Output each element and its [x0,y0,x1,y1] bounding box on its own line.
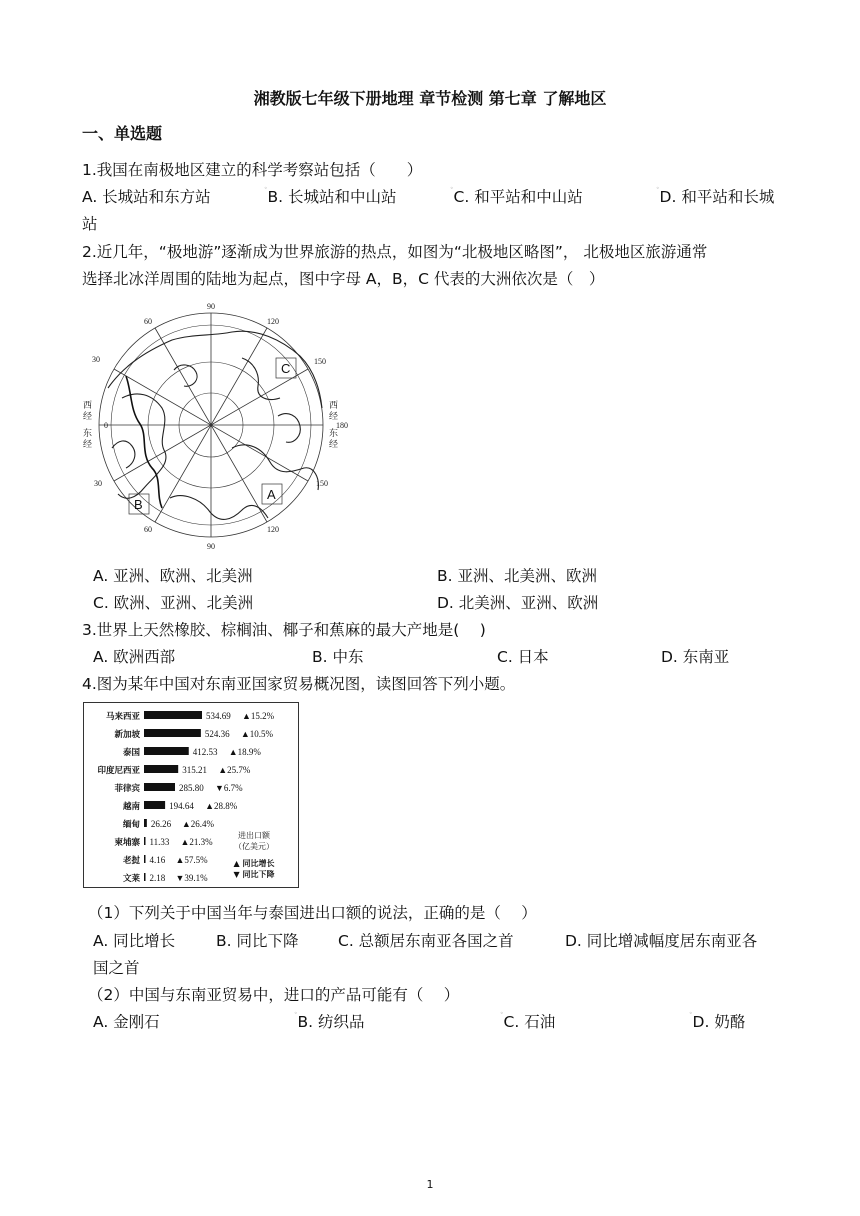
chart-category-label: 菲律宾 [114,784,140,794]
map-letter-b: B [134,497,143,512]
chart-bar [144,747,189,755]
page-number: 1 [426,1178,434,1191]
label-east-left-2: 经 [83,440,93,450]
q4-sub2-option-a: A. 金刚石 [93,1013,160,1031]
label-east-left-1: 东 [83,429,93,439]
q2-stem-line2: 选择北冰洋周围的陆地为起点，图中字母 A，B，C 代表的大洲依次是（ ） [82,270,605,288]
label-west-left-2: 经 [83,412,93,422]
label-top-right-120: 120 [267,317,279,326]
chart-change-label: ▲57.5% [175,855,208,865]
chart-bar [144,711,202,719]
option-marker-icon: ◦ [689,1010,693,1017]
label-west-left-1: 西 [83,401,93,411]
label-top-90: 90 [207,302,215,311]
label-bottom-right-120: 120 [267,525,279,534]
option-marker-icon: ◦ [450,185,454,192]
chart-change-label: ▼39.1% [175,873,208,883]
q3-option-d: D. 东南亚 [661,648,730,666]
chart-change-label: ▲26.4% [181,819,215,829]
option-marker-icon: ◦ [500,1010,504,1017]
chart-category-label: 缅甸 [122,820,140,830]
chart-bar [144,873,146,881]
trade-chart-svg [84,703,297,886]
label-west-right-1: 西 [329,401,339,411]
q4-sub1-option-d-wrap: 国之首 [93,959,140,977]
chart-value-label: 524.36 [204,729,230,739]
q2-stem-line1: 2.近几年，“极地游”逐渐成为世界旅游的热点，如图为“北极地区略图”， 北极地区旅游通常 [82,243,708,261]
q1-option-d: ◦D. 和平站和长城 [656,185,775,206]
chart-change-label: ▲28.8% [205,801,238,811]
chart-change-label: ▲15.2% [242,711,275,721]
label-left-0: 0 [104,421,108,430]
q2-option-c: C. 欧洲、亚洲、北美洲 [93,594,254,612]
q4-sub2-stem: （2）中国与东南亚贸易中，进口的产品可能有（ ） [88,986,460,1004]
q4-sub1-option-b: B. 同比下降 [216,932,299,950]
label-bottom-90: 90 [207,542,215,551]
page-title: 湘教版七年级下册地理 章节检测 第七章 了解地区 [253,89,607,108]
option-marker-icon: ◦ [294,1010,298,1017]
chart-value-label: 11.33 [149,837,170,847]
label-left-30-top: 30 [92,355,100,364]
chart-bar [144,801,165,809]
chart-category-label: 泰国 [122,748,140,758]
chart-bar [144,819,147,827]
q2-option-a: A. 亚洲、欧洲、北美洲 [93,567,253,585]
chart-value-label: 534.69 [206,711,231,721]
chart-category-label: 新加坡 [114,730,140,740]
section-heading: 一、单选题 [82,124,163,143]
q2-option-b: B. 亚洲、北美洲、欧洲 [437,567,597,585]
trade-chart [83,702,299,888]
chart-legend-text: ▲ 同比增长 [233,859,275,868]
chart-value-label: 2.18 [149,873,166,883]
chart-value-label: 285.80 [179,783,204,793]
q4-stem: 4.图为某年中国对东南亚国家贸易概况图，读图回答下列小题。 [82,675,516,693]
arctic-map [82,298,350,552]
q3-option-c: C. 日本 [497,648,549,666]
chart-category-label: 越南 [122,802,140,812]
q4-sub1-option-d: D. 同比增减幅度居东南亚各 [565,932,758,950]
label-left-30-bottom: 30 [94,479,102,488]
label-top-left-60: 60 [144,317,152,326]
q4-sub2-option-b: ◦B. 纺织品 [294,1010,365,1031]
q4-sub2-option-c: ◦C. 石油 [500,1010,556,1031]
chart-category-label: 马来西亚 [105,712,140,722]
q2-option-d: D. 北美洲、亚洲、欧洲 [437,594,599,612]
chart-value-label: 412.53 [192,747,218,757]
q4-sub1-option-c: C. 总额居东南亚各国之首 [338,932,514,950]
chart-legend-text: 进出口额 [238,831,270,840]
chart-value-label: 26.26 [150,819,172,829]
chart-category-label: 印度尼西亚 [97,766,140,776]
chart-value-label: 4.16 [149,855,166,865]
q3-stem: 3.世界上天然橡胶、棕榈油、椰子和蕉麻的最大产地是( ) [82,621,486,639]
chart-bar [144,765,178,773]
chart-legend-text: （亿美元） [234,842,274,851]
chart-bar [144,855,146,863]
label-right-150-top: 150 [314,357,326,366]
q3-option-b: B. 中东 [312,648,364,666]
q1-option-a: A. 长城站和东方站 [82,188,211,206]
chart-legend-text: ▼ 同比下降 [233,870,275,879]
q1-option-b: ◦B. 长城站和中山站 [264,185,397,206]
chart-value-label: 315.21 [182,765,207,775]
arctic-map-svg [82,298,350,552]
q1-option-c: ◦C. 和平站和中山站 [450,185,583,206]
q1-option-d-wrap: 站 [82,215,98,233]
chart-category-label: 文莱 [122,874,140,884]
chart-change-label: ▲10.5% [240,729,274,739]
chart-change-label: ▼6.7% [215,783,243,793]
chart-change-label: ▲21.3% [180,837,213,847]
label-east-right-2: 经 [329,440,339,450]
option-marker-icon: ◦ [264,185,268,192]
label-right-150-bottom: 150 [316,479,328,488]
q4-sub1-stem: （1）下列关于中国当年与泰国进出口额的说法，正确的是（ ） [88,904,537,922]
chart-change-label: ▲18.9% [228,747,261,757]
q4-sub2-option-d: ◦D. 奶酪 [689,1010,746,1031]
chart-change-label: ▲25.7% [218,765,251,775]
label-bottom-left-60: 60 [144,525,152,534]
chart-category-label: 柬埔寨 [114,838,140,848]
label-east-right-1: 东 [329,429,339,439]
chart-bar [144,783,175,791]
q1-stem: 1.我国在南极地区建立的科学考察站包括（ ） [82,161,423,179]
label-west-right-2: 经 [329,412,339,422]
option-marker-icon: ◦ [656,185,660,192]
map-letter-a: A [267,487,276,502]
q4-sub1-option-a: A. 同比增长 [93,932,176,950]
label-right-180: 180 [336,421,348,430]
chart-value-label: 194.64 [169,801,194,811]
chart-bar [144,729,201,737]
q3-option-a: A. 欧洲西部 [93,648,176,666]
chart-category-label: 老挝 [122,856,140,866]
chart-bar [144,837,146,845]
map-letter-c: C [281,361,291,376]
